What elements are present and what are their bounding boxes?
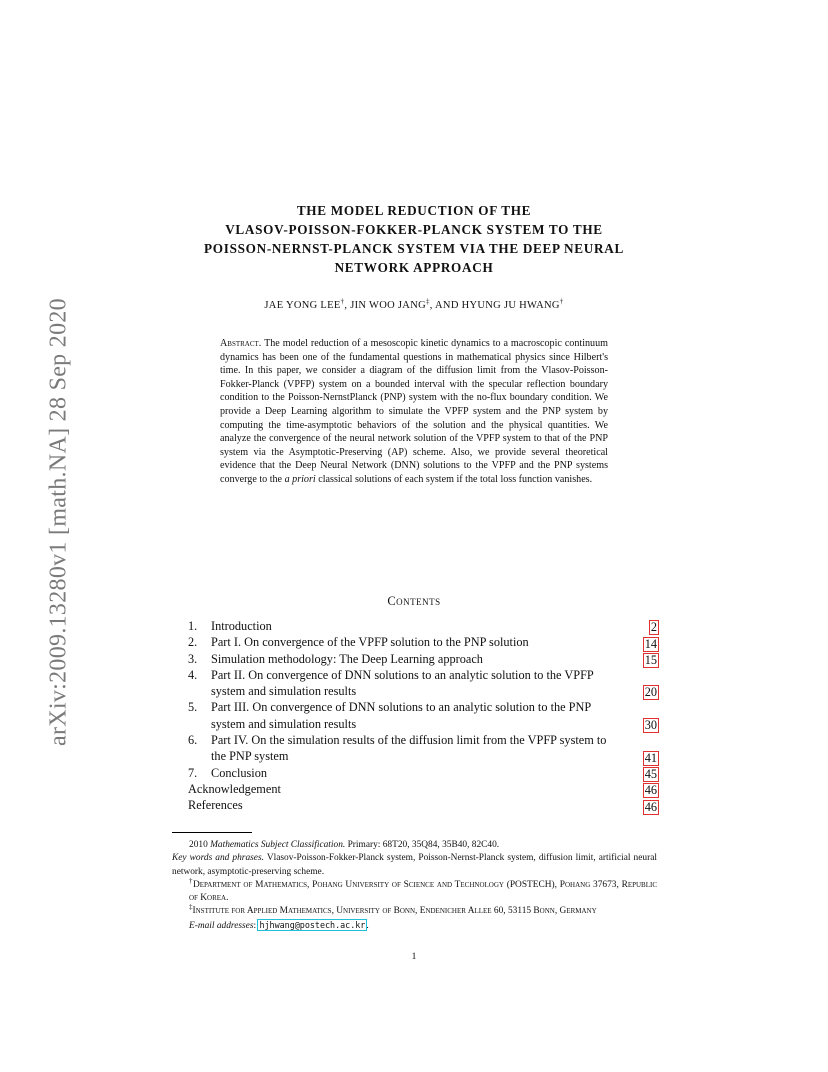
toc-page-link[interactable]: 46 (644, 783, 657, 798)
toc-entry-number: 4. (188, 667, 198, 682)
toc-entry-number: 7. (188, 765, 198, 780)
toc-page-link[interactable]: 30 (644, 718, 657, 733)
keywords-label: Key words and phrases. (172, 853, 264, 864)
msc-label: Mathematics Subject Classification. (210, 840, 346, 850)
abstract-text: The model reduction of a mesoscopic kinetic dynamics to a macroscopic continuum dynamics has been one of the fundamental questions in mathematical physics since Hilbert's time. In this paper, we consider a diagram of the diffusion limit from the Vlasov-Poisson-Fokker-Planck (VPFP) system on a bounded interval with the specular reflection boundary condition to the Poisson-NernstPlanck (PNP) system with the no-flux boundary condition. We provide a Deep Learning algorithm to simulate the VPFP system and the PNP system by computing the time-asymptotic behaviors of the solution and the physical quantities. We analyze the convergence of the neural network solution of the VPFP system to that of the PNP system via the Asymptotic-Preserving (AP) scheme. Also, we provide several theoretical evidence that the Deep Neural Network (DNN) solutions to the VPFP and the PNP systems converge to the (220, 338, 608, 485)
toc-entry (188, 651, 658, 667)
toc-entry-title: Part IV. On the simulation results of the diffusion limit from the VPFP system to the PNP system (211, 733, 607, 764)
toc-entry (188, 781, 658, 797)
toc-entry-number: 6. (188, 733, 198, 748)
toc-entry (188, 765, 658, 781)
toc-page-link[interactable]: 45 (644, 766, 657, 781)
toc-entry-number: 5. (188, 700, 198, 715)
toc-page-link[interactable]: 20 (644, 685, 657, 700)
toc-page-link[interactable]: 2 (650, 620, 657, 635)
toc-page-link[interactable]: 41 (644, 750, 657, 765)
email-label: E-mail addresses (189, 920, 254, 931)
msc-year: 2010 (189, 840, 208, 850)
toc-entry (188, 797, 658, 813)
footnote-keywords (172, 852, 657, 879)
toc-entry (188, 634, 658, 650)
toc-page-link[interactable]: 15 (644, 652, 657, 667)
title-line: VLASOV-POISSON-FOKKER-PLANCK SYSTEM TO THE (225, 222, 603, 237)
toc-entry-number: 1. (188, 619, 198, 633)
toc-entry-title: Acknowledgement (188, 781, 281, 796)
author-separator: , AND (429, 300, 462, 311)
affiliation-mark: † (340, 297, 345, 306)
abstract-italic: a priori (284, 473, 316, 485)
email-colon: : (253, 920, 257, 931)
toc-entry-title: Conclusion (211, 765, 268, 780)
footnote-affiliation (172, 876, 658, 906)
table-of-contents (188, 618, 658, 814)
toc-entry-title: References (188, 798, 243, 813)
toc-entry-title: Part III. On convergence of DNN solutions to an analytic solution to the PNP system and simulation results (211, 700, 591, 731)
affiliation-text: Institute for Applied Mathematics, University of Bonn, Endenicher Allee 60, 53115 Bonn, Germany (192, 906, 597, 917)
affiliation-mark: † (189, 876, 193, 885)
email-link[interactable]: hjhwang@postech.ac.kr (259, 919, 366, 930)
toc-entry-title: Simulation methodology: The Deep Learning approach (211, 651, 483, 666)
author-name: JIN WOO JANG (350, 300, 426, 311)
msc-text: Primary: 68T20, 35Q84, 35B40, 82C40. (347, 840, 500, 850)
toc-entry-number: 2. (188, 635, 198, 650)
affiliation-mark: ‡ (189, 903, 193, 912)
footnote-msc (172, 839, 657, 852)
toc-entry (188, 699, 658, 732)
footnotes (172, 839, 657, 933)
keywords-text: Vlasov-Poisson-Fokker-Planck system, Poisson-Nernst-Planck system, diffusion limit, artificial neural network, asymptotic-preserving scheme. (172, 853, 657, 877)
footnote-rule (172, 832, 252, 833)
abstract-text-end: classical solutions of each system if the total loss function vanishes. (318, 473, 593, 485)
contents-heading: Contents (387, 594, 441, 608)
email-period: . (366, 920, 369, 931)
toc-page-link[interactable]: 46 (644, 799, 657, 814)
toc-entry-title: Introduction (211, 619, 272, 633)
toc-entry-title: Part I. On convergence of the VPFP solution to the PNP solution (211, 635, 529, 650)
toc-entry (188, 732, 658, 765)
page-number: 1 (411, 952, 417, 962)
author-list (150, 297, 678, 311)
author-name: JAE YONG LEE (264, 300, 341, 311)
affiliation-text: Department of Mathematics, Pohang University of Science and Technology (POSTECH), Pohang 37673, Republic of Korea. (189, 879, 658, 904)
abstract-label: Abstract. (220, 338, 262, 349)
title-line: NETWORK APPROACH (334, 260, 494, 275)
paper-title (150, 201, 678, 277)
toc-entry-title: Part II. On convergence of DNN solutions to an analytic solution to the VPFP system and simulation results (211, 667, 594, 699)
footnote-affiliation (172, 905, 657, 918)
author-separator: , (344, 300, 351, 311)
toc-entry-number: 3. (188, 651, 198, 666)
author-name: HYUNG JU HWANG (461, 300, 560, 311)
footnote-email (172, 919, 657, 933)
toc-entry (188, 667, 658, 700)
title-line: THE MODEL REDUCTION OF THE (296, 203, 532, 218)
affiliation-mark: ‡ (425, 297, 430, 306)
toc-page-link[interactable]: 14 (644, 636, 657, 651)
affiliation-mark: † (559, 297, 564, 306)
title-line: POISSON-NERNST-PLANCK SYSTEM VIA THE DEEP NEURAL (204, 241, 624, 256)
abstract (220, 337, 608, 487)
arxiv-identifier-stamp: arXiv:2009.13280v1 [math.NA] 28 Sep 2020 (45, 298, 72, 746)
toc-entry (188, 618, 658, 634)
